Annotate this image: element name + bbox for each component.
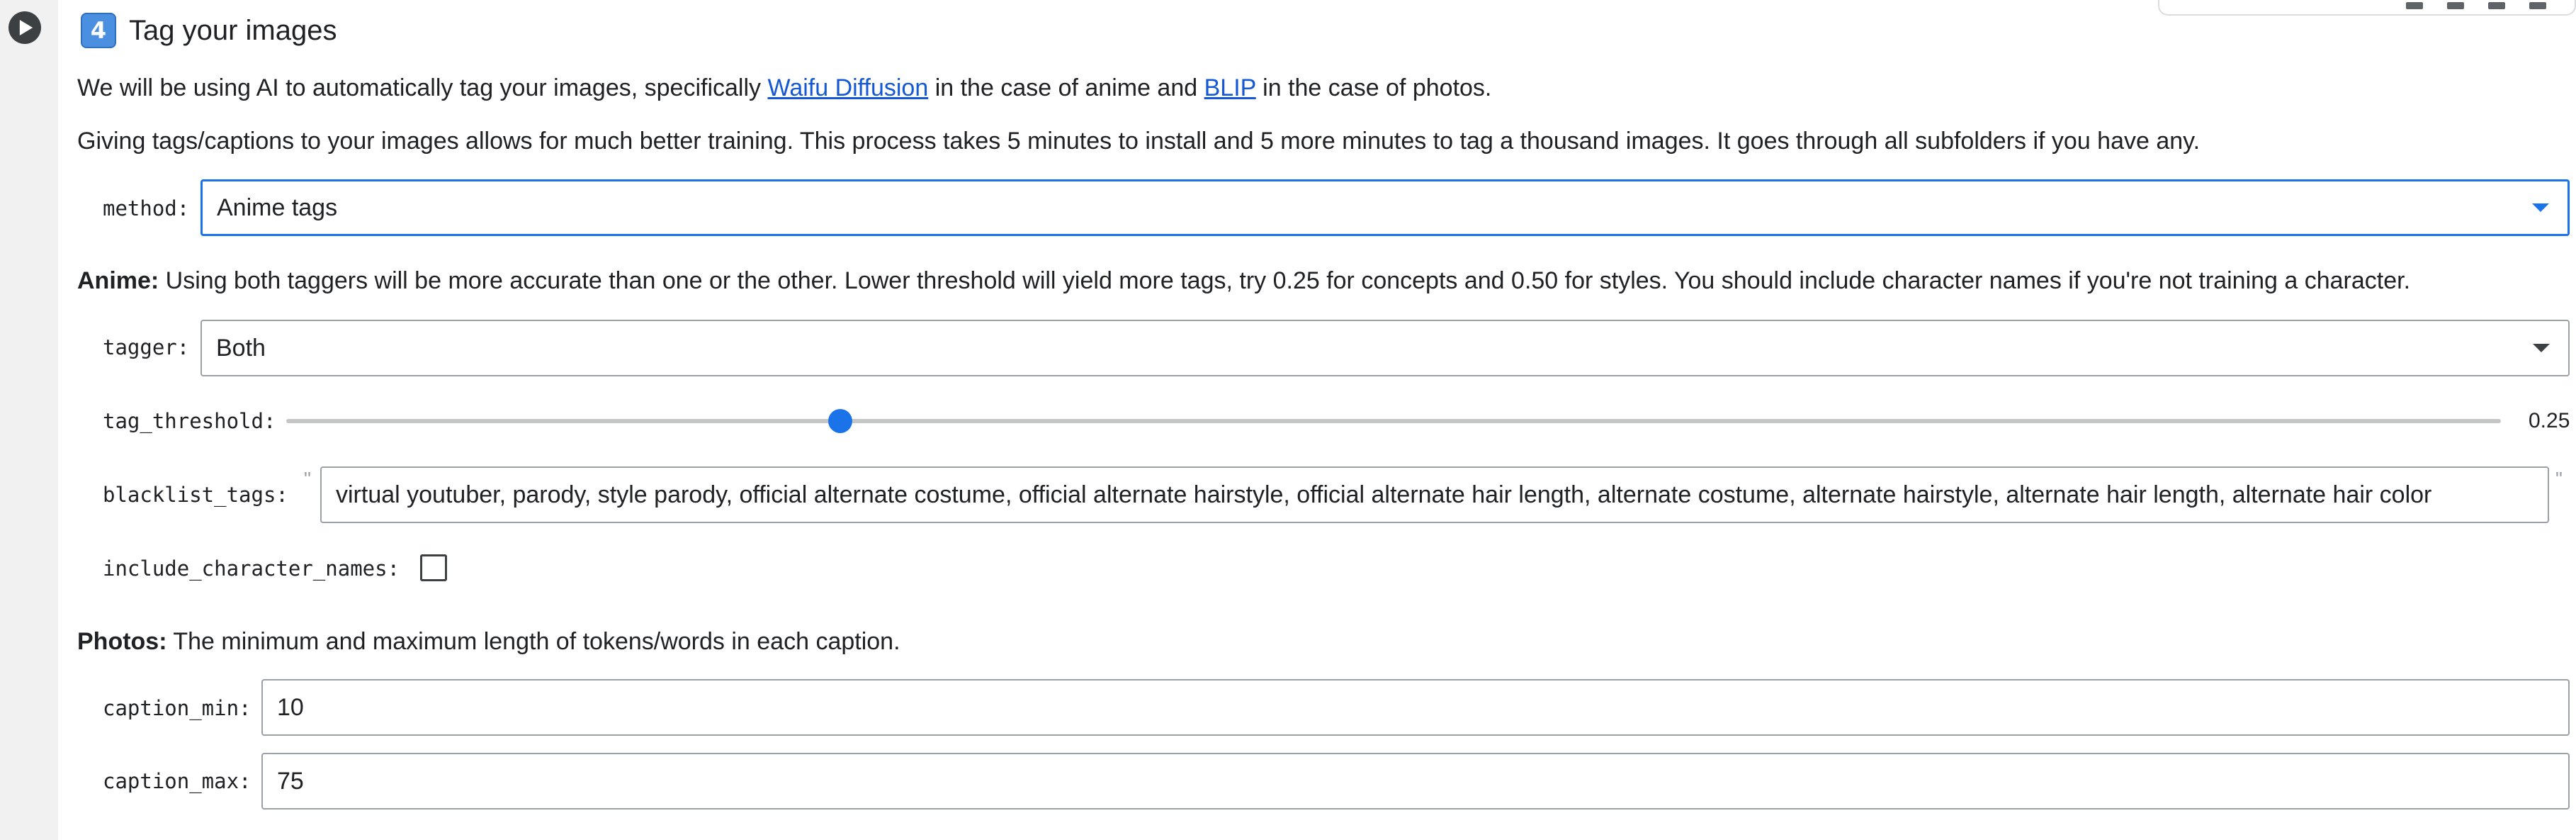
toolbar-icon[interactable] bbox=[2529, 2, 2546, 9]
caption-min-label: caption_min: bbox=[103, 696, 252, 720]
tag-threshold-label: tag_threshold: bbox=[103, 409, 276, 433]
caption-min-input[interactable] bbox=[261, 679, 2570, 736]
caption-max-label: caption_max: bbox=[103, 769, 252, 793]
chevron-down-icon bbox=[2532, 203, 2549, 212]
quote-close: " bbox=[2555, 468, 2563, 490]
cell-title-row bbox=[81, 13, 337, 48]
blacklist-tags-value: virtual youtuber, parody, style parody, official alternate costume, official alternate hairstyle, official alternate hair length, alternate costume, alternate hairstyle, alternate hair length, alternate hair color bbox=[336, 481, 2432, 508]
tag-threshold-value: 0.25 bbox=[2529, 409, 2570, 432]
run-cell-button[interactable] bbox=[9, 11, 41, 44]
intro-paragraph-1 bbox=[77, 72, 1491, 103]
anime-paragraph bbox=[77, 265, 2410, 296]
blip-link[interactable]: BLIP bbox=[1204, 74, 1256, 101]
method-value: Anime tags bbox=[217, 194, 338, 221]
anime-heading: Anime: bbox=[77, 267, 159, 294]
toolbar-icon[interactable] bbox=[2447, 2, 2464, 9]
chevron-down-icon bbox=[2533, 344, 2550, 352]
keycap-four-icon: 4 bbox=[81, 13, 116, 48]
method-select[interactable] bbox=[200, 179, 2570, 236]
method-label: method: bbox=[103, 196, 190, 220]
caption-max-input[interactable] bbox=[261, 753, 2570, 810]
include-character-names-label: include_character_names: bbox=[103, 556, 400, 581]
cell-title: Tag your images bbox=[129, 14, 337, 46]
tagger-label: tagger: bbox=[103, 335, 190, 359]
anime-text: Using both taggers will be more accurate than one or the other. Lower threshold will yield more tags, try 0.25 for concepts and 0.50 for styles. You should include character names if you're not training a character. bbox=[159, 267, 2411, 294]
caption-max-value: 75 bbox=[277, 767, 304, 795]
tag-threshold-slider-track[interactable] bbox=[286, 419, 2501, 423]
intro-text: in the case of anime and bbox=[928, 74, 1204, 101]
blacklist-tags-input[interactable] bbox=[320, 466, 2549, 523]
intro-paragraph-2: Giving tags/captions to your images allows for much better training. This process takes 5 minutes to install and 5 more minutes to tag a thousand images. It goes through all subfolders if you have any. bbox=[77, 128, 2201, 155]
tagger-value: Both bbox=[216, 334, 266, 362]
tagger-select[interactable] bbox=[200, 320, 2570, 376]
photos-paragraph bbox=[77, 626, 900, 657]
intro-text: We will be using AI to automatically tag your images, specifically bbox=[77, 74, 768, 101]
tag-threshold-slider-thumb[interactable] bbox=[828, 409, 852, 433]
photos-heading: Photos: bbox=[77, 628, 167, 655]
caption-min-value: 10 bbox=[277, 693, 304, 721]
toolbar-icon[interactable] bbox=[2488, 2, 2505, 9]
toolbar-icon[interactable] bbox=[2406, 2, 2423, 9]
quote-open: " bbox=[304, 468, 311, 490]
play-icon bbox=[18, 20, 34, 35]
cell-gutter bbox=[0, 0, 58, 840]
cell-toolbar bbox=[2158, 0, 2576, 16]
photos-text: The minimum and maximum length of tokens/words in each caption. bbox=[166, 628, 900, 655]
blacklist-tags-label: blacklist_tags: bbox=[103, 483, 288, 507]
waifu-diffusion-link[interactable]: Waifu Diffusion bbox=[767, 74, 929, 101]
intro-text: in the case of photos. bbox=[1255, 74, 1492, 101]
include-character-names-checkbox[interactable] bbox=[420, 554, 447, 581]
